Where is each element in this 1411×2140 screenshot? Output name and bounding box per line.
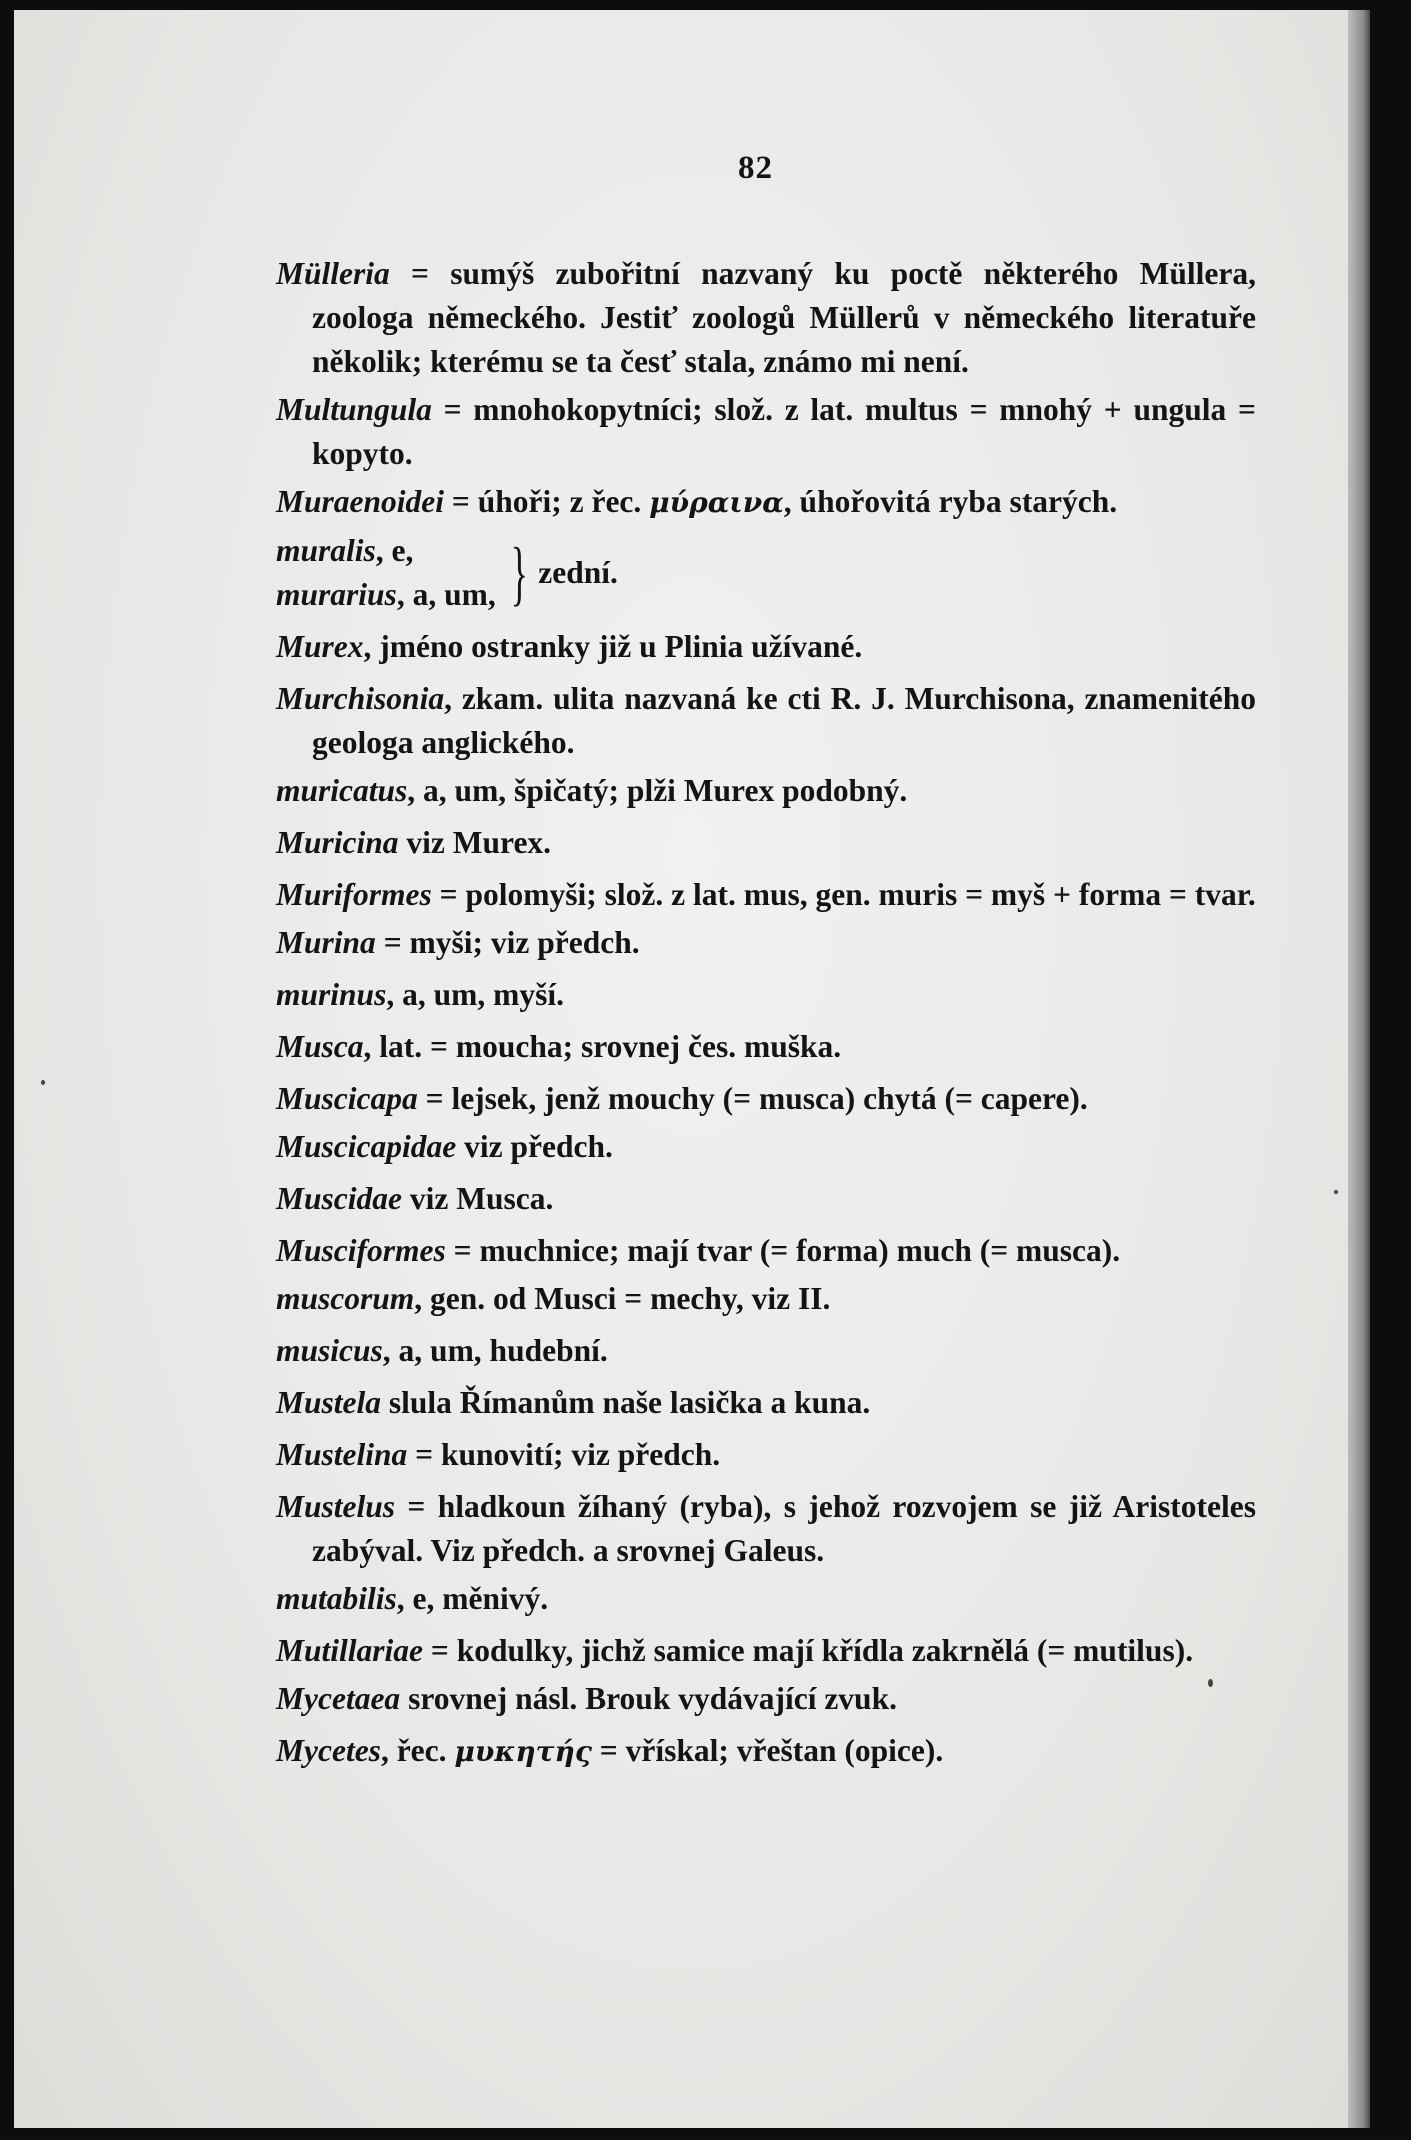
definition: zední. bbox=[538, 555, 618, 590]
definition: = muchnice; mají tvar (= forma) much (= musca). bbox=[445, 1233, 1121, 1268]
print-speck bbox=[1334, 1190, 1338, 1194]
entry-murinus bbox=[276, 973, 1256, 1017]
glossary-entries bbox=[276, 252, 1256, 1782]
definition: viz Murex. bbox=[398, 825, 552, 860]
headword: murinus bbox=[276, 977, 387, 1012]
definition: = polomyši; slož. z lat. mus, gen. muris = myš + forma = tvar. bbox=[431, 877, 1256, 912]
definition: = kunovití; viz předch. bbox=[407, 1437, 721, 1472]
entry-mulleria bbox=[276, 252, 1256, 384]
entry-muscicapidae bbox=[276, 1125, 1256, 1169]
entry-musicus bbox=[276, 1329, 1256, 1373]
headword: Muraenoidei bbox=[276, 484, 445, 519]
definition: = sumýš zubořitní nazvaný ku poctě některého Müllera, zoologa německého. Jestiť zoologů Müllerů v německého literatuře několik; kterému se ta česť stala, známo mi není. bbox=[312, 256, 1256, 379]
headword: Multungula bbox=[276, 392, 432, 427]
definition: , a, um, bbox=[396, 577, 496, 612]
headword: muralis bbox=[276, 533, 376, 568]
entry-muralis-murarius bbox=[276, 529, 1256, 617]
headword: murarius bbox=[276, 577, 397, 612]
headword: Mustela bbox=[276, 1385, 382, 1420]
brace-line bbox=[276, 529, 496, 573]
brace-line bbox=[276, 573, 496, 617]
headword: muscorum bbox=[276, 1281, 415, 1316]
definition: , zkam. ulita nazvaná ke cti R. J. Murchisona, znamenitého geologa anglického. bbox=[312, 681, 1256, 760]
entry-muriformes bbox=[276, 873, 1256, 917]
brace-words bbox=[276, 529, 496, 617]
definition: srovnej násl. Brouk vydávající zvuk. bbox=[400, 1681, 897, 1716]
entry-mycetes bbox=[276, 1729, 1256, 1774]
entry-mustelus bbox=[276, 1485, 1256, 1573]
entry-musca bbox=[276, 1025, 1256, 1069]
entry-muraenoidei bbox=[276, 480, 1256, 525]
definition: , jméno ostranky již u Plinia užívané. bbox=[363, 629, 863, 664]
headword: Muscidae bbox=[276, 1181, 402, 1216]
print-speck bbox=[41, 1080, 45, 1085]
definition: , a, um, špičatý; plži Murex podobný. bbox=[407, 773, 908, 808]
headword: mutabilis bbox=[276, 1581, 397, 1616]
entry-muricatus bbox=[276, 769, 1256, 813]
definition: , a, um, myší. bbox=[386, 977, 564, 1012]
definition: , řec. bbox=[380, 1733, 455, 1768]
entry-mutabilis bbox=[276, 1577, 1256, 1621]
definition: = kodulky, jichž samice mají křídla zakrnělá (= mutilus). bbox=[423, 1633, 1194, 1668]
entry-muscicapa bbox=[276, 1077, 1256, 1121]
entry-murina bbox=[276, 921, 1256, 965]
headword: Mustelina bbox=[276, 1437, 408, 1472]
greek-word: μυκητής bbox=[454, 1735, 592, 1768]
definition: slula Římanům naše lasička a kuna. bbox=[381, 1385, 871, 1420]
entry-muscidae bbox=[276, 1177, 1256, 1221]
entry-multungula bbox=[276, 388, 1256, 476]
entry-muscorum bbox=[276, 1277, 1256, 1321]
page-spine-shadow bbox=[1348, 10, 1370, 2128]
definition: , a, um, hudební. bbox=[382, 1333, 608, 1368]
headword: Murex bbox=[276, 629, 364, 664]
definition: = lejsek, jenž mouchy (= musca) chytá (= capere). bbox=[417, 1081, 1088, 1116]
headword: muricatus bbox=[276, 773, 408, 808]
definition: = úhoři; z řec. bbox=[444, 484, 650, 519]
headword: Mycetaea bbox=[276, 1681, 401, 1716]
definition: , e, měnivý. bbox=[396, 1581, 549, 1616]
headword: Muricina bbox=[276, 825, 399, 860]
definition: = hladkoun žíhaný (ryba), s jehož rozvojem se již Aristoteles zabýval. Viz předch. a srovnej Galeus. bbox=[312, 1489, 1256, 1568]
entry-muricina bbox=[276, 821, 1256, 865]
entry-mustelina bbox=[276, 1433, 1256, 1477]
definition: viz Musca. bbox=[402, 1181, 554, 1216]
headword: Mycetes bbox=[276, 1733, 381, 1768]
definition: , gen. od Musci = mechy, viz II. bbox=[414, 1281, 831, 1316]
definition: viz předch. bbox=[456, 1129, 613, 1164]
entry-musciformes bbox=[276, 1229, 1256, 1273]
greek-word: μύραινα bbox=[649, 486, 784, 519]
entry-murex bbox=[276, 625, 1256, 669]
definition: , lat. = moucha; srovnej čes. muška. bbox=[363, 1029, 842, 1064]
definition: = vřískal; vřeštan (opice). bbox=[591, 1733, 944, 1768]
entry-mustela bbox=[276, 1381, 1256, 1425]
headword: Muscicapa bbox=[276, 1081, 418, 1116]
entry-murchisonia bbox=[276, 677, 1256, 765]
entry-mycetaea bbox=[276, 1677, 1256, 1721]
headword: Mutillariae bbox=[276, 1633, 424, 1668]
definition: , úhořovitá ryba starých. bbox=[783, 484, 1118, 519]
definition: , e, bbox=[375, 533, 414, 568]
headword: Musciformes bbox=[276, 1233, 446, 1268]
page-number: 82 bbox=[738, 150, 773, 186]
definition: = myši; viz předch. bbox=[375, 925, 640, 960]
entry-mutillariae bbox=[276, 1629, 1256, 1673]
headword: Murina bbox=[276, 925, 376, 960]
headword: musicus bbox=[276, 1333, 383, 1368]
headword: Mülleria bbox=[276, 256, 390, 291]
headword: Musca bbox=[276, 1029, 364, 1064]
headword: Muriformes bbox=[276, 877, 432, 912]
definition: = mnohokopytníci; slož. z lat. multus = mnohý + ungula = kopyto. bbox=[312, 392, 1256, 471]
curly-brace: } bbox=[510, 533, 528, 613]
headword: Muscicapidae bbox=[276, 1129, 457, 1164]
headword: Mustelus bbox=[276, 1489, 396, 1524]
headword: Murchisonia bbox=[276, 681, 445, 716]
